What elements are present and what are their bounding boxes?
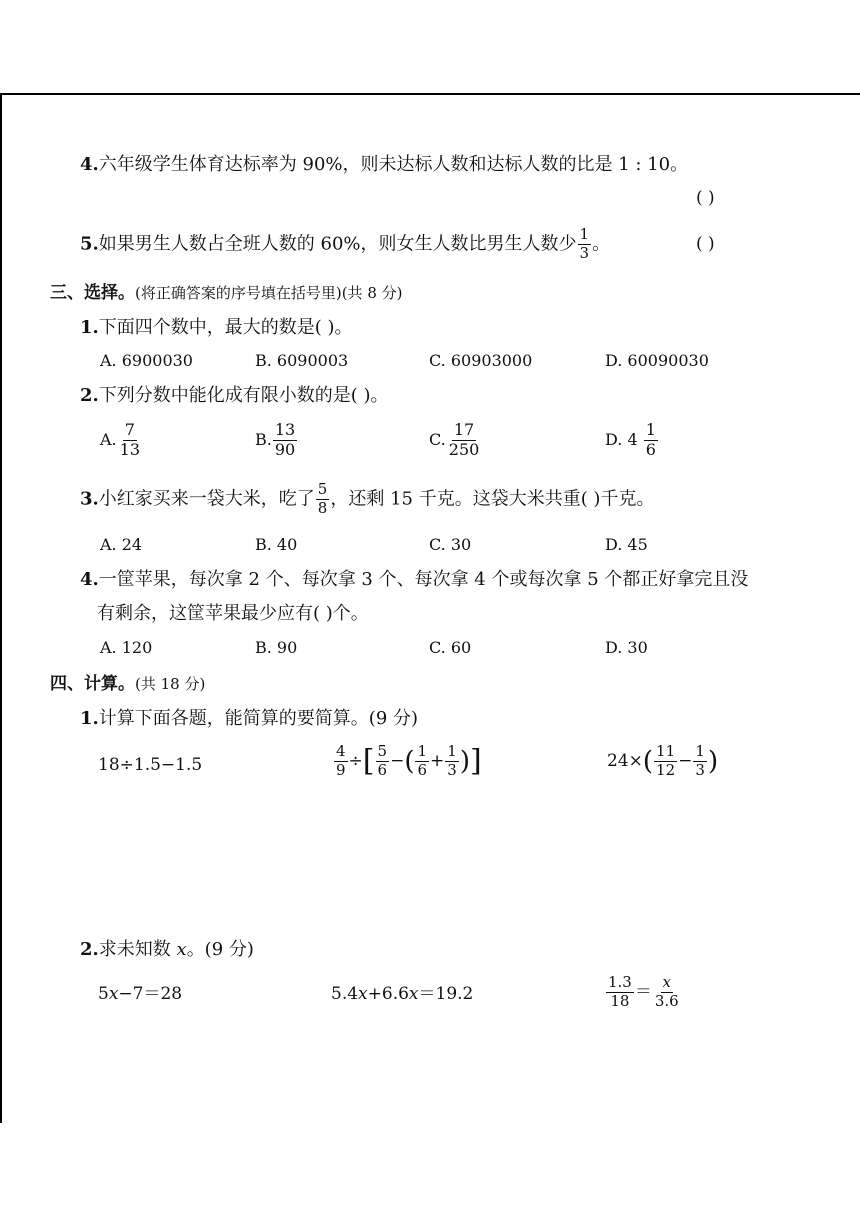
option-b[interactable]: B. 6090003 — [255, 351, 349, 370]
question-number: 5. — [80, 233, 99, 255]
question-text: 计算下面各题，能简算的要简算。(9 分) — [98, 708, 419, 729]
choice-question-4 — [80, 571, 748, 589]
fraction: $\frac{1}{6}$ — [645, 420, 656, 459]
equation-1: 5x−7＝28 — [98, 984, 183, 1004]
fraction: $\frac{13}{90}$ — [274, 420, 296, 459]
judge-question-5 — [80, 227, 610, 262]
top-border-line — [0, 93, 860, 95]
expression-2: $\frac{4}{9}$ ÷[ $\frac{5}{6}$ −( $\frac{1}{6}$ + $\frac{1}{3}$ )] — [336, 742, 482, 779]
fraction: $\frac{1}{3}$ — [579, 225, 590, 262]
question-number: 4. — [80, 154, 99, 175]
section-heading-calculation — [50, 676, 205, 693]
question-text: 六年级学生体育达标率为 90%，则未达标人数和达标人数的比是 1 : 10。 — [98, 154, 689, 175]
option-a[interactable]: A. 24 — [100, 535, 143, 554]
question-text: 一筐苹果，每次拿 2 个、每次拿 3 个、每次拿 4 个或每次拿 5 个都正好拿完且没 — [98, 569, 749, 590]
choice-question-3 — [80, 482, 654, 517]
option-label: B. — [255, 429, 272, 449]
expression-1: 18÷1.5−1.5 — [98, 755, 203, 775]
question-text-continued: 有剩余，这筐苹果最少应有( )个。 — [97, 603, 369, 624]
question-text: 下列分数中能化成有限小数的是( )。 — [98, 385, 389, 406]
section-title: 三、选择。 — [50, 283, 135, 303]
judge-question-4 — [80, 156, 688, 174]
variable: x — [176, 939, 187, 960]
option-label: A. — [100, 429, 117, 449]
question-number: 4. — [80, 569, 99, 590]
option-a[interactable] — [100, 422, 143, 459]
question-text: 如果男生人数占全班人数的 60%，则女生人数比男生人数少 — [98, 233, 577, 255]
calc-question-2 — [80, 941, 254, 959]
section-heading-choice — [50, 285, 403, 302]
choice-question-1 — [80, 319, 353, 337]
option-b[interactable] — [255, 422, 298, 459]
calc-question-1 — [80, 710, 418, 728]
equation-3: $\frac{1.3}{18}$ ＝ $\frac{x}{3.6}$ — [608, 973, 679, 1010]
option-b[interactable]: B. 90 — [255, 638, 298, 657]
question-text: 小红家买来一袋大米，吃了 — [98, 488, 315, 510]
question-number: 3. — [80, 488, 99, 510]
option-c[interactable] — [429, 422, 482, 459]
option-c[interactable]: C. 60 — [429, 638, 472, 657]
option-d[interactable]: D. 60090030 — [605, 351, 709, 370]
section-title: 四、计算。 — [50, 674, 135, 694]
section-note: (将正确答案的序号填在括号里)(共 8 分) — [135, 284, 403, 302]
option-d[interactable]: D. 45 — [605, 535, 648, 554]
question-text: 。(9 分) — [186, 939, 254, 960]
option-b[interactable]: B. 40 — [255, 535, 298, 554]
question-number: 2. — [80, 385, 99, 406]
question-text: 求未知数 — [98, 939, 177, 960]
choice-question-2 — [80, 387, 389, 405]
option-d[interactable] — [605, 422, 659, 459]
option-d[interactable]: D. 30 — [605, 638, 648, 657]
question-text: ，还剩 15 千克。这袋大米共重( )千克。 — [330, 488, 655, 510]
option-label: C. — [429, 429, 446, 449]
question-text: 下面四个数中，最大的数是( )。 — [98, 317, 353, 338]
question-number: 2. — [80, 939, 99, 960]
expression-3: 24×( $\frac{11}{12}$ − $\frac{1}{3}$ ) — [607, 742, 719, 779]
fraction: $\frac{5}{8}$ — [317, 480, 328, 517]
fraction: $\frac{17}{250}$ — [448, 420, 480, 459]
equation-2: 5.4x+6.6x＝19.2 — [331, 984, 474, 1004]
answer-parentheses[interactable]: ( ) — [696, 188, 715, 208]
left-border-line — [0, 93, 2, 1123]
option-a[interactable]: A. 120 — [100, 638, 153, 657]
mixed-number-whole: 4 — [627, 429, 638, 449]
option-a[interactable]: A. 6900030 — [100, 351, 193, 370]
fraction: $\frac{7}{13}$ — [119, 420, 140, 459]
option-c[interactable]: C. 60903000 — [429, 351, 533, 370]
question-number: 1. — [80, 317, 99, 338]
answer-parentheses[interactable]: ( ) — [696, 234, 715, 254]
option-label: D. — [605, 429, 623, 449]
punctuation: 。 — [592, 233, 611, 255]
question-number: 1. — [80, 708, 99, 729]
section-note: (共 18 分) — [135, 675, 206, 693]
option-c[interactable]: C. 30 — [429, 535, 472, 554]
